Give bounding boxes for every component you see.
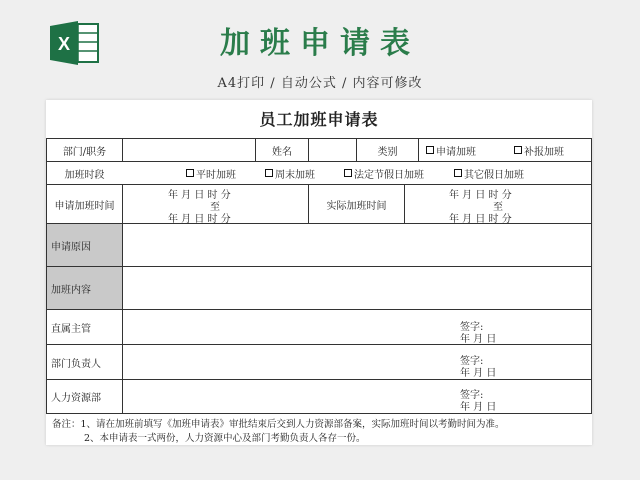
apply-overtime-option[interactable] — [426, 139, 506, 161]
period-option-text: 法定节假日加班 — [354, 169, 424, 181]
checkbox[interactable] — [454, 169, 462, 177]
period-option-text: 周末加班 — [275, 169, 315, 181]
apply-to-label: 至 — [210, 202, 220, 213]
checkbox[interactable] — [426, 146, 434, 154]
period-option-regular[interactable] — [186, 162, 266, 184]
checkbox[interactable] — [265, 169, 273, 177]
actual-start-time[interactable]: 年 月 日 时 分 — [449, 190, 512, 201]
note-line-1: 备注：1、请在加班前填写《加班申请表》审批结束后交到人力资源部备案，实际加班时间以考勤时间为准。 — [52, 419, 505, 430]
checkbox[interactable] — [186, 169, 194, 177]
apply-overtime-text: 申请加班 — [436, 146, 476, 158]
supervisor-label: 直属主管 — [51, 323, 91, 335]
reason-label-cell — [47, 224, 122, 266]
banner-title: 加班申请表 — [220, 26, 420, 61]
note-line-2: 2、本申请表一式两份，人力资源中心及部门考勤负责人各存一份。 — [84, 433, 366, 444]
checkbox[interactable] — [514, 146, 522, 154]
dept-position-field[interactable] — [123, 139, 255, 161]
period-option-weekend[interactable] — [265, 162, 345, 184]
apply-time-label: 申请加班时间 — [54, 200, 115, 212]
reason-label: 申请原因 — [51, 241, 91, 253]
period-option-other[interactable] — [454, 162, 554, 184]
banner — [0, 0, 640, 100]
apply-start-time[interactable]: 年 月 日 时 分 — [168, 190, 231, 201]
period-option-holiday[interactable] — [344, 162, 444, 184]
banner-subtitle: A4打印 / 自动公式 / 内容可修改 — [217, 76, 423, 91]
content-field[interactable] — [123, 267, 591, 309]
actual-end-time[interactable]: 年 月 日 时 分 — [449, 214, 512, 225]
reason-field[interactable] — [123, 224, 591, 266]
type-label: 类别 — [377, 146, 398, 158]
dept-head-sign-label: 签字: — [460, 356, 484, 367]
checkbox[interactable] — [344, 169, 352, 177]
actual-time-label: 实际加班时间 — [326, 200, 387, 212]
actual-to-label: 至 — [493, 202, 503, 213]
dept-position-label: 部门/职务 — [62, 146, 107, 158]
hr-label: 人力资源部 — [51, 393, 101, 404]
period-option-text: 平时加班 — [196, 169, 236, 181]
apply-end-time[interactable]: 年 月 日 时 分 — [168, 214, 231, 225]
form-sheet — [46, 100, 592, 445]
svg-text:X: X — [57, 34, 71, 54]
form-title: 员工加班申请表 — [259, 110, 379, 129]
period-label: 加班时段 — [64, 169, 105, 181]
hr-sign-label: 签字: — [460, 390, 484, 401]
period-option-text: 其它假日加班 — [464, 169, 524, 181]
dept-head-sign-date[interactable]: 年 月 日 — [460, 368, 497, 379]
supplement-overtime-option[interactable] — [514, 139, 592, 161]
dept-head-label: 部门负责人 — [51, 358, 101, 370]
content-label-cell — [47, 267, 122, 309]
supervisor-sign-label: 签字: — [460, 322, 484, 333]
name-field[interactable] — [309, 139, 356, 161]
supplement-overtime-text: 补报加班 — [524, 146, 564, 158]
supervisor-sign-date[interactable]: 年 月 日 — [460, 334, 497, 345]
content-label: 加班内容 — [51, 284, 91, 296]
name-label: 姓名 — [272, 146, 292, 158]
hr-sign-date[interactable]: 年 月 日 — [460, 402, 497, 413]
